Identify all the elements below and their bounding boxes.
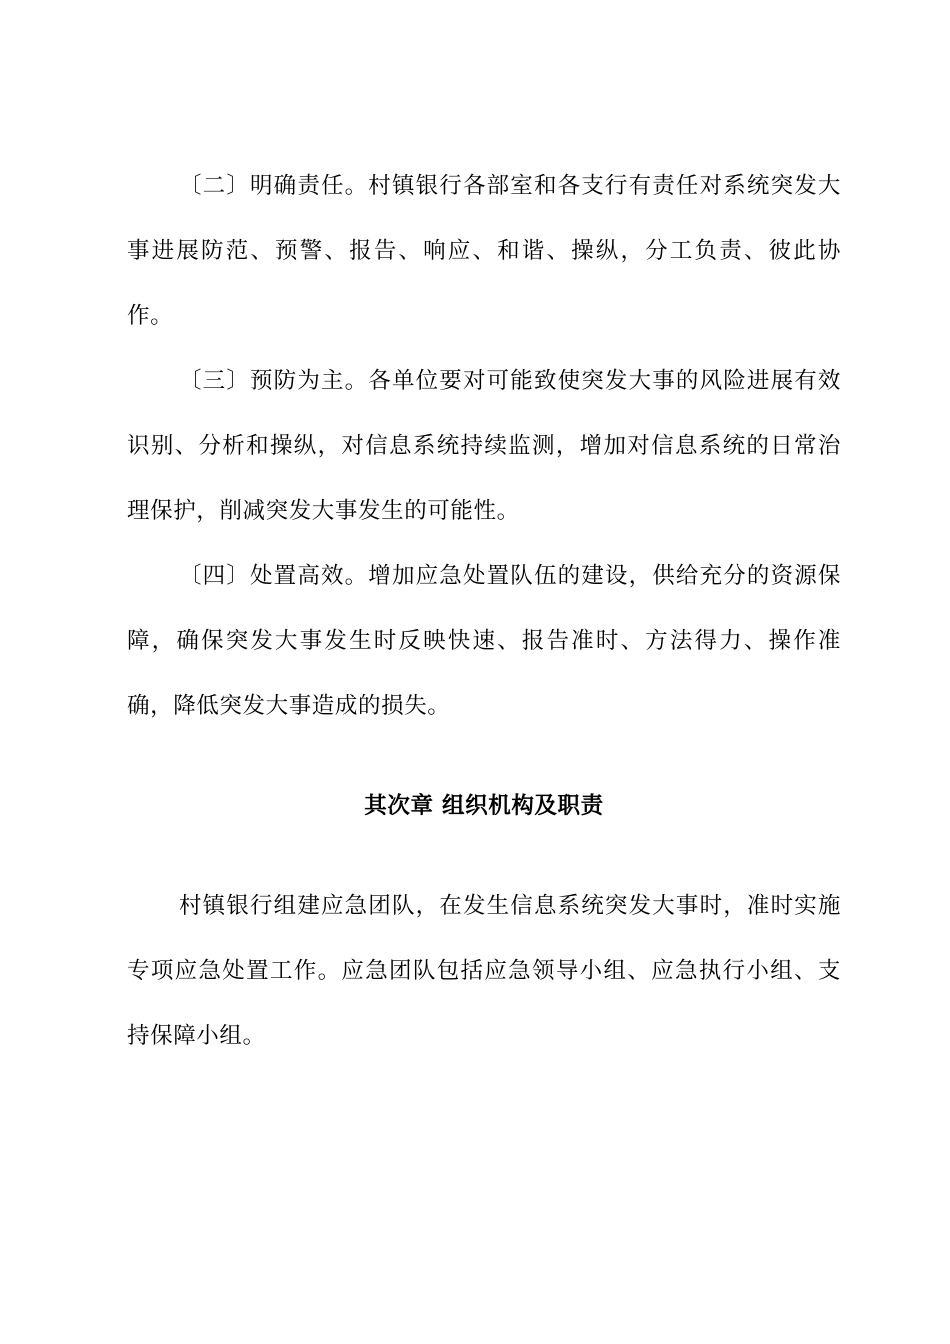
chapter-title: 其次章 组织机构及职责 xyxy=(364,793,604,819)
paragraph-clarify-responsibility: 〔二〕明确责任。村镇银行各部室和各支行有责任对系统突发大事进展防范、预警、报告、响应、和谐、操纵，分工负责、彼此协作。 xyxy=(127,173,841,329)
paragraph-prevention-first: 〔三〕预防为主。各单位要对可能致使突发大事的风险进展有效识别、分析和操纵，对信息系统持续监测，增加对信息系统的日常治理保护，削减突发大事发生的可能性。 xyxy=(127,368,841,524)
paragraph-emergency-team: 村镇银行组建应急团队，在发生信息系统突发大事时，准时实施专项应急处置工作。应急团队包括应急领导小组、应急执行小组、支持保障小组。 xyxy=(127,893,841,1049)
paragraph-efficient-handling: 〔四〕处置高效。增加应急处置队伍的建设，供给充分的资源保障，确保突发大事发生时反映快速、报告准时、方法得力、操作准确，降低突发大事造成的损失。 xyxy=(127,563,841,719)
document-page xyxy=(127,154,841,1069)
